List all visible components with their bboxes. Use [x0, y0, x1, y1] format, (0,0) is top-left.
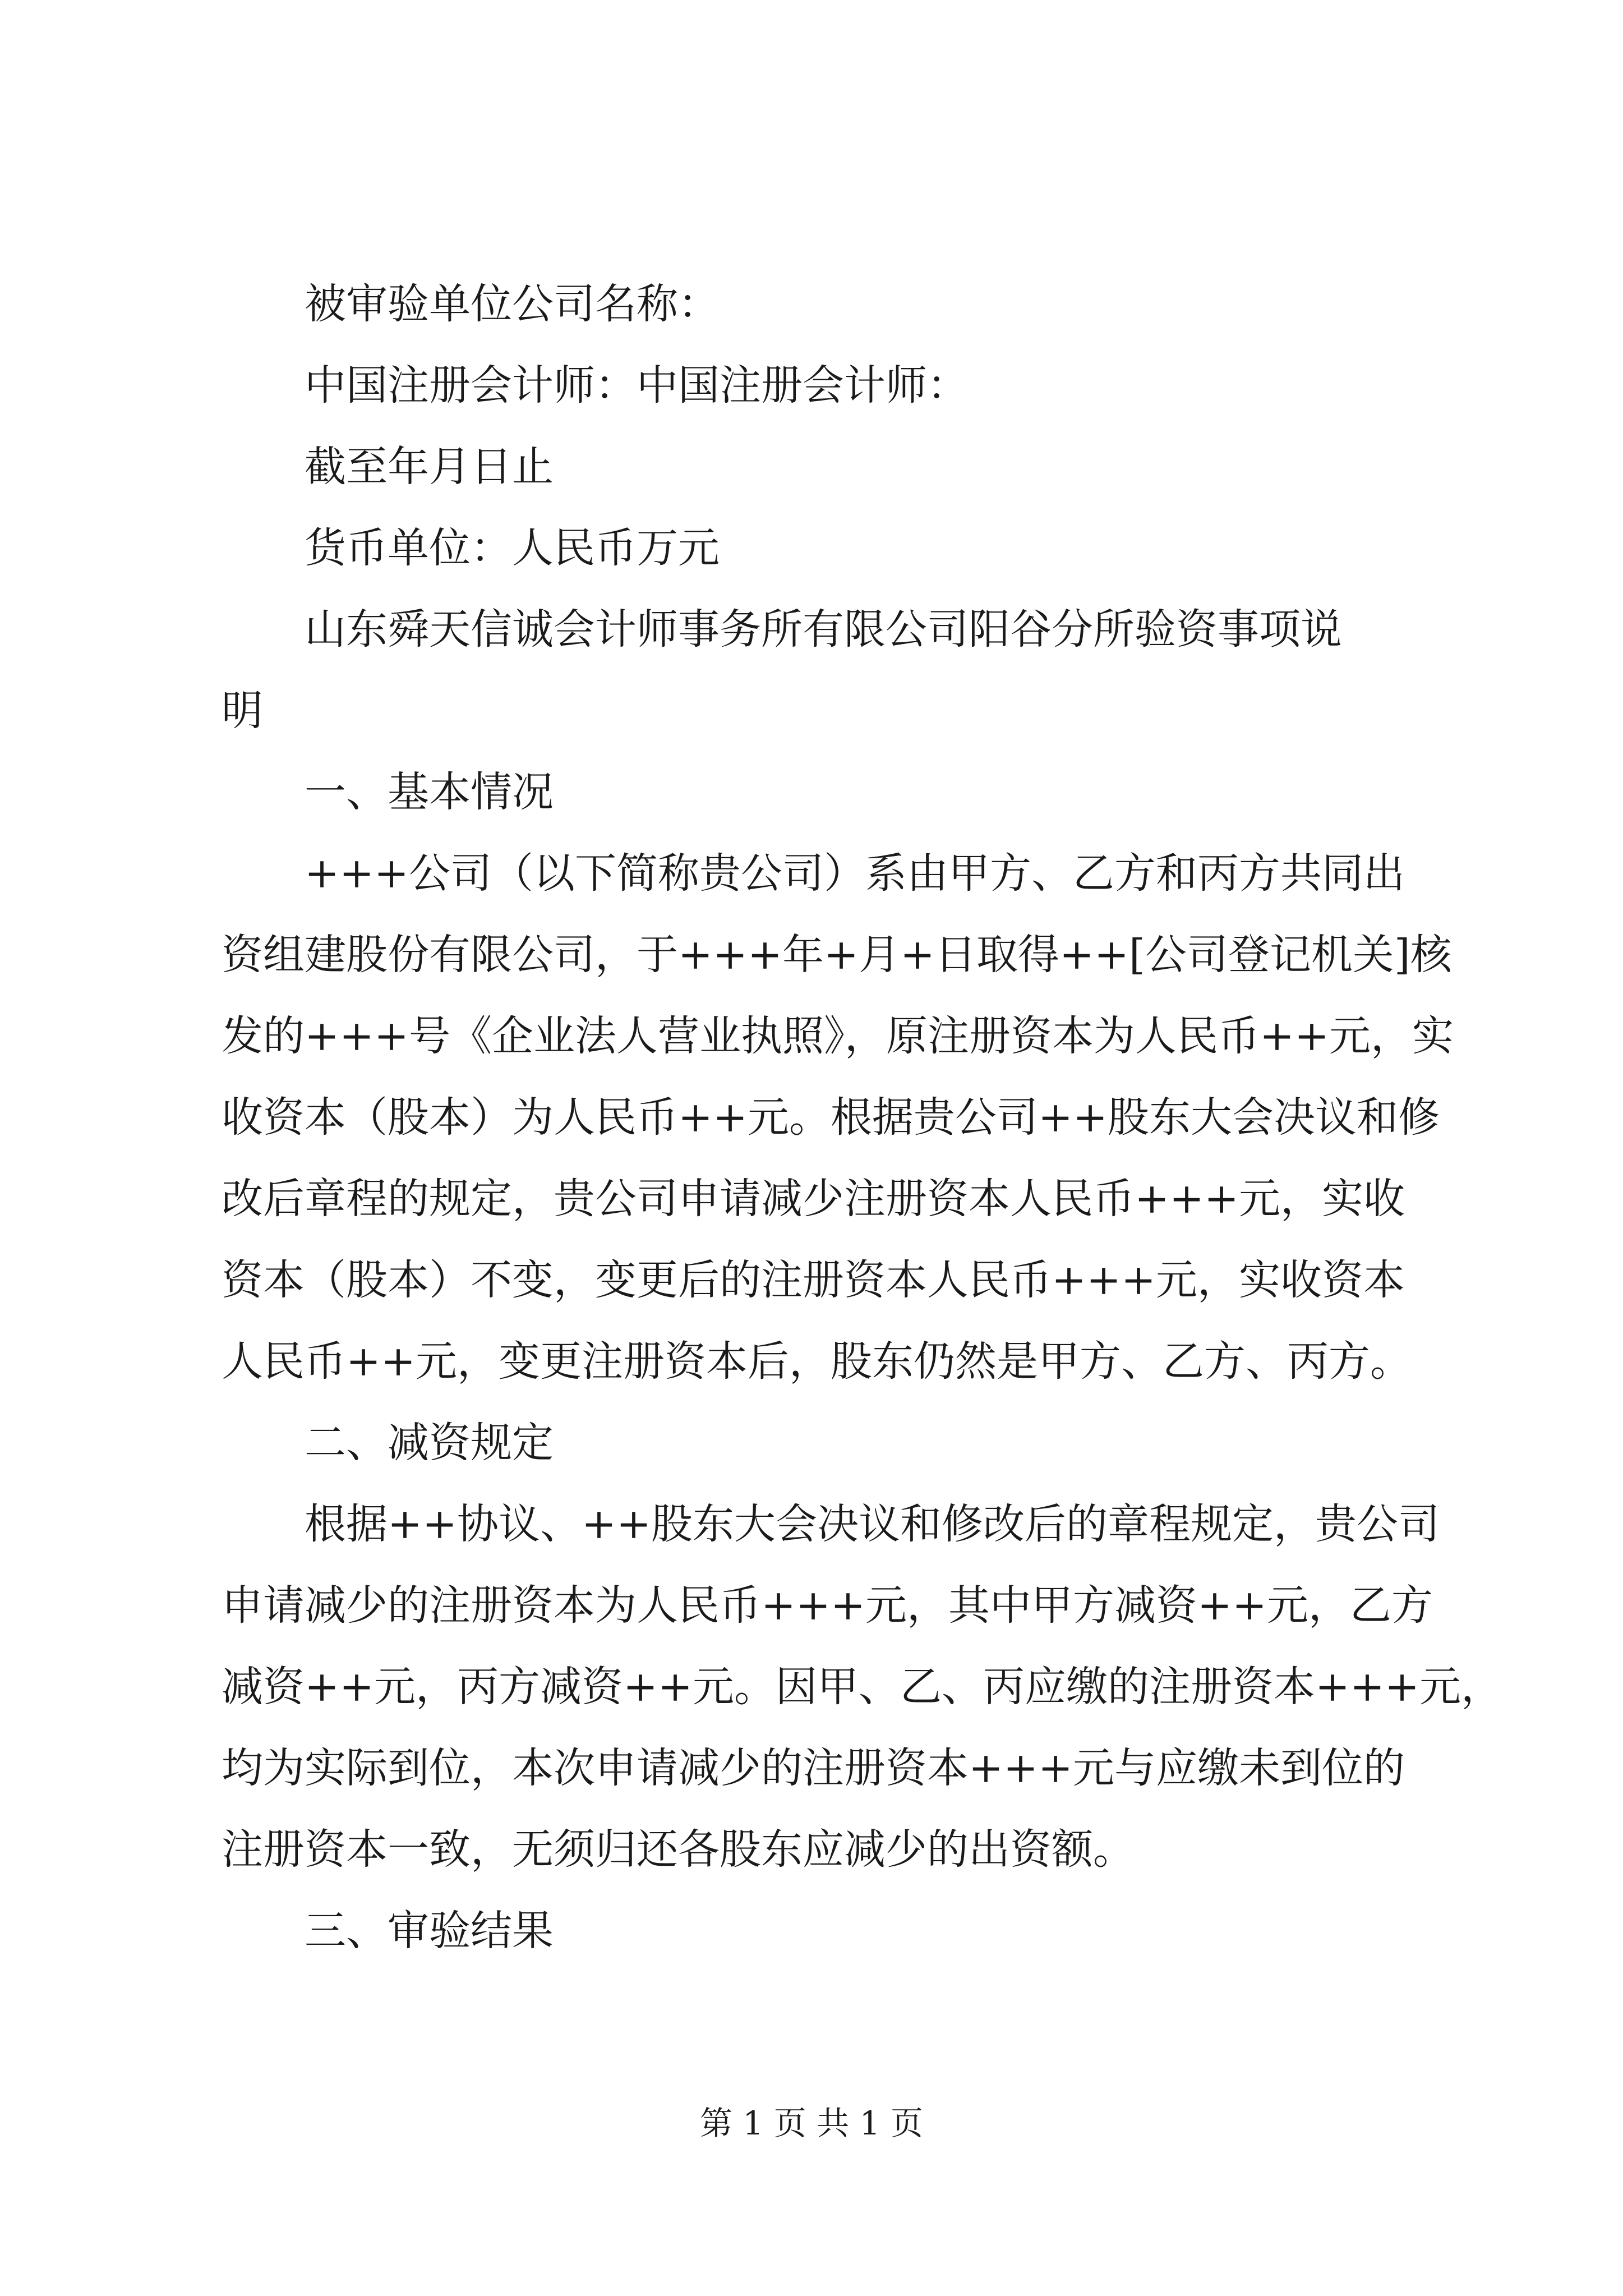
- section-1-line: 收资本（股本）为人民币++元。根据贵公司++股东大会决议和修: [222, 1093, 1440, 1142]
- section-1-line: 资组建股份有限公司，于+++年+月+日取得++[公司登记机关]核: [222, 931, 1452, 979]
- section-1-line: 发的+++号《企业法人营业执照》，原注册资本为人民币++元，实: [222, 1012, 1454, 1060]
- page-number-label: 第 1 页 共 1 页: [700, 2104, 923, 2142]
- section-1-line: 改后章程的规定，贵公司申请减少注册资本人民币+++元，实收: [222, 1175, 1405, 1223]
- section-2-line: 减资++元，丙方减资++元。因甲、乙、丙应缴的注册资本+++元，: [222, 1663, 1503, 1711]
- section-1-line: +++公司（以下简称贵公司）系由甲方、乙方和丙方共同出: [305, 849, 1405, 898]
- audited-company-name-line: 被审验单位公司名称：: [305, 280, 720, 328]
- document-body: [222, 264, 1503, 1972]
- as-of-date-line: 截至年月日止: [305, 443, 554, 491]
- section-1-line: 资本（股本）不变，变更后的注册资本人民币+++元，实收资本: [222, 1256, 1405, 1304]
- section-2-line: 申请减少的注册资本为人民币+++元，其中甲方减资++元，乙方: [222, 1581, 1433, 1630]
- document-title-line-1: 山东舜天信诚会计师事务所有限公司阳谷分所验资事项说: [305, 605, 1342, 654]
- section-1-line: 人民币++元，变更注册资本后，股东仍然是甲方、乙方、丙方。: [222, 1337, 1412, 1386]
- section-2-line: 注册资本一致，无须归还各股东应减少的出资额。: [222, 1825, 1135, 1874]
- section-3-heading: 三、审验结果: [305, 1907, 554, 1955]
- document-title-line-2: 明: [222, 687, 263, 735]
- cpa-line: 中国注册会计师：中国注册会计师：: [305, 361, 969, 409]
- section-2-heading: 二、减资规定: [305, 1419, 554, 1467]
- section-2-line: 根据++协议、++股东大会决议和修改后的章程规定，贵公司: [305, 1500, 1440, 1548]
- section-2-line: 均为实际到位，本次申请减少的注册资本+++元与应缴未到位的: [222, 1744, 1405, 1792]
- currency-unit-line: 货币单位：人民币万元: [305, 524, 720, 572]
- section-1-heading: 一、基本情况: [305, 768, 554, 816]
- page-footer: [0, 2101, 1623, 2146]
